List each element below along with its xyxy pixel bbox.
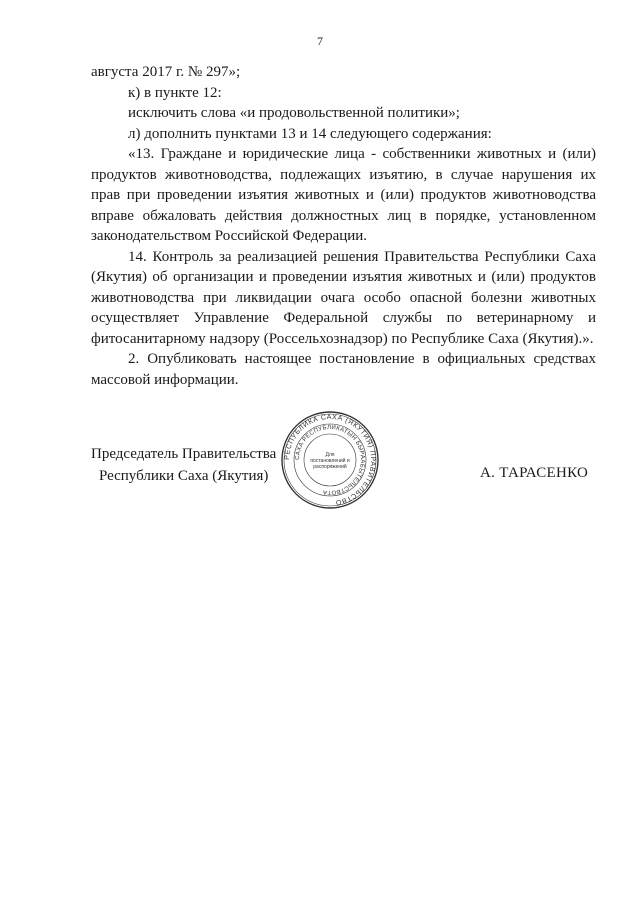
signatory-title-line2: Республики Саха (Якутия)	[98, 468, 269, 484]
paragraph-item-k: к) в пункте 12:	[128, 84, 222, 101]
paragraph-item-l: л) дополнить пунктами 13 и 14 следующего содержания:	[128, 125, 492, 142]
signatory-title	[91, 443, 276, 487]
seal-center-line1: Для	[325, 452, 335, 458]
paragraph-publish: 2. Опубликовать настоящее постановление в официальных средствах массовой информации.	[91, 351, 596, 388]
paragraph-continuation: августа 2017 г. № 297»;	[91, 64, 241, 80]
page-number: 7	[317, 34, 323, 48]
paragraph-point-13: «13. Граждане и юридические лица - собственники животных и (или) продуктов животноводства, подлежащих изъятию, в случае нарушения их прав при проведении изъятия животных и (или) продуктов животноводства вправе обжаловать действия должностных лиц в порядке, установленном законодательством Российской Федерации.	[91, 146, 596, 244]
signatory-title-line1: Председатель Правительства	[91, 446, 277, 462]
paragraph-point-14: 14. Контроль за реализацией решения Правительства Республики Саха (Якутия) об организации и проведении изъятия животных и (или) продуктов животноводства при ликвидации очага особо опасной болезни животных осуществляет Управление Федеральной службы по ветеринарному и фитосанитарному надзору (Россельхознадзор) по Республике Саха (Якутия).».	[91, 248, 596, 347]
seal-outer-text: РЕСПУБЛИКА САХА (ЯКУТИЯ) ПРАВИТЕЛЬСТВО	[283, 413, 377, 506]
document-body	[91, 62, 596, 390]
official-seal	[280, 410, 380, 510]
seal-center-line3: распоряжений	[313, 464, 347, 470]
paragraph-exclude-words: исключить слова «и продовольственной политики»;	[128, 105, 460, 121]
seal-center-line2: постановлений и	[310, 458, 350, 464]
seal-inner-text: САХА РЕСПУБЛИКАТЫН БЫРААБЫТЕЛЬСТВОТА	[294, 424, 366, 496]
signatory-name: А. ТАРАСЕНКО	[480, 465, 589, 481]
